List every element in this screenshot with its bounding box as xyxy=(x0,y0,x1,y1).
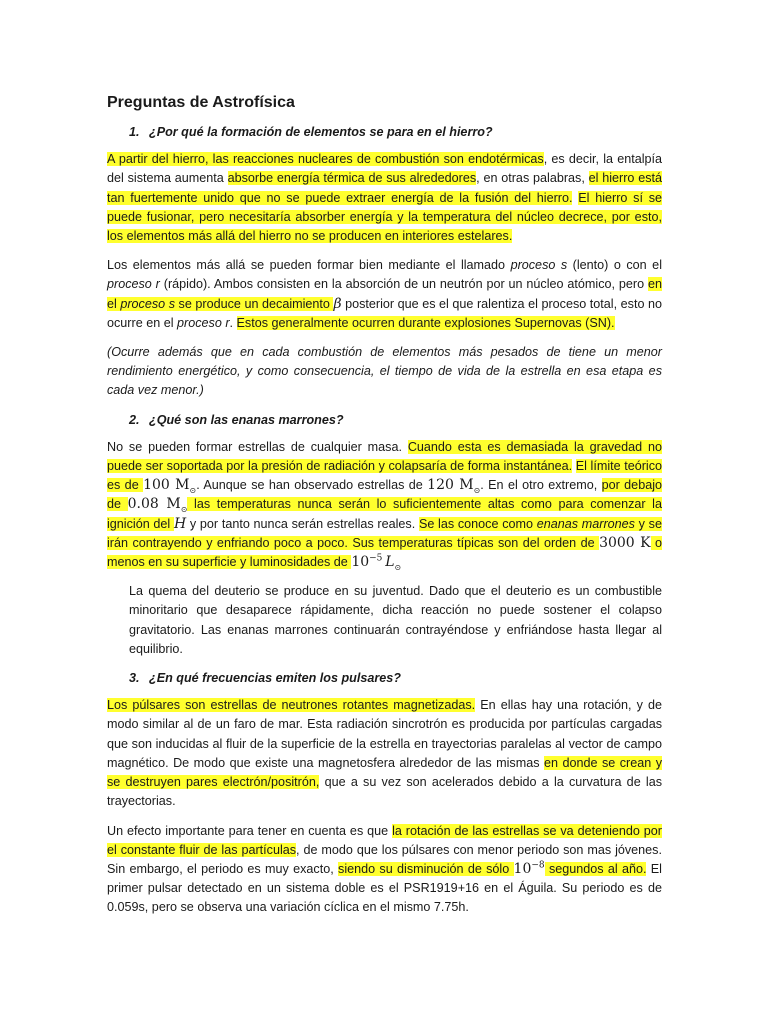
q3-paragraph-1: Los púlsares son estrellas de neutrones rotantes magnetizadas. En ellas hay una rotación, y de modo similar al de un faro de mar. Esta radiación sincrotrón es producida por partículas cargadas que son inducidas al fluir de la superficie de la estrella en trayectorias paralelas al vector de campo magnético. De modo que existe una magnetosfera alrededor de las mismas en donde se crean y se destruyen pares electrón/positrón, que a su vez son acelerados debido a la curvatura de las trayectorias. xyxy=(107,698,663,809)
q1-paragraph-1: A partir del hierro, las reacciones nucleares de combustión son endotérmicas, es decir, la entalpía del sistema aumenta absorbe energía térmica de sus alrededores, en otras palabras, el hierro está tan fuertemente unido que no se puede extraer energía de la fusión del hierro. El hierro sí se puede fusionar, pero necesitaría absorber energía y la temperatura del núcleo decrece, por esto, los elementos más allá del hierro no se producen en interiores estelares. xyxy=(107,152,663,244)
question-1-heading: 1. ¿Por qué la formación de elementos se para en el hierro? xyxy=(129,125,493,139)
q1-paragraph-3-note: (Ocurre además que en cada combustión de elementos más pesados de tiene un menor rendimiento energético, y como consecuencia, el tiempo de vida de la estrella en esa etapa es cada vez menor.) xyxy=(107,345,662,398)
document-title: Preguntas de Astrofísica xyxy=(107,94,295,111)
q2-paragraph-2: La quema del deuterio se produce en su juventud. Dado que el deuterio es un combustible minoritario que desaparece rápidamente, dicha reacción no puede sostener el colapso gravitatorio. Las enanas marrones continuarán contrayéndose y enfriándose hasta llegar al equilibrio. xyxy=(129,584,662,656)
q2-paragraph-1: No se pueden formar estrellas de cualquier masa. Cuando esta es demasiada la gravedad no puede ser soportada por la presión de radiación y colapsaría de forma instantánea. El límite teórico es de 100 $M_⊙$. Aunque se han observado estrellas de 120 $M_⊙$. En el otro extremo, por debajo de 0.08 $M_⊙$ las temperaturas nunca serán lo suficientemente altas como para comenzar la ignición del H y por tanto nunca serán estrellas reales. Se las conoce como enanas marrones y se irán contrayendo y enfriando poco a poco. Sus temperaturas típicas son del orden de 3000 K o menos en su superficie y luminosidades de $10^{-5}$ $L_⊙$ xyxy=(107,439,662,572)
question-3-heading: 3. ¿En qué frecuencias emiten los pulsares? xyxy=(129,671,401,686)
luminosity-value: $10^{-5}$ $L_⊙$ xyxy=(351,553,402,572)
q3-paragraph-2: Un efecto importante para tener en cuenta es que la rotación de las estrellas se va deteniendo por el constante fluir de las partículas, de modo que los púlsares con menor periodo son mas jóvenes. Sin embargo, el periodo es muy exacto, siendo su disminución de sólo $10^{-8}$ segundos al año. El primer pulsar detectado en un sistema doble es el PSR1919+16 en el Águila. Su periodo es de 0.059s, pero se observa una variación cíclica en el mismo 7.75h. xyxy=(107,823,663,915)
mass-limit-100: 100 $M_⊙$ xyxy=(143,477,197,496)
beta-symbol: β xyxy=(333,295,342,312)
document-page xyxy=(107,92,662,928)
temperature-value: 3000 K xyxy=(599,534,651,551)
hydrogen-symbol: H xyxy=(173,515,187,532)
question-2-heading: 2. ¿Qué son las enanas marrones? xyxy=(129,412,344,427)
period-decrease-value: $10^{-8}$ xyxy=(513,860,545,877)
mass-observed-120: 120 $M_⊙$ xyxy=(427,477,481,496)
mass-lower-limit: 0.08 $M_⊙$ xyxy=(127,496,188,515)
q1-paragraph-2: Los elementos más allá se pueden formar bien mediante el llamado proceso s (lento) o con el proceso r (rápido). Ambos consisten en la absorción de un neutrón por un núcleo atómico, pero en el proceso s se produce un decaimiento β posterior que es el que ralentiza el proceso total, esto no ocurre en el proceso r. Estos generalmente ocurren durante explosiones Supernovas (SN). xyxy=(107,258,662,330)
